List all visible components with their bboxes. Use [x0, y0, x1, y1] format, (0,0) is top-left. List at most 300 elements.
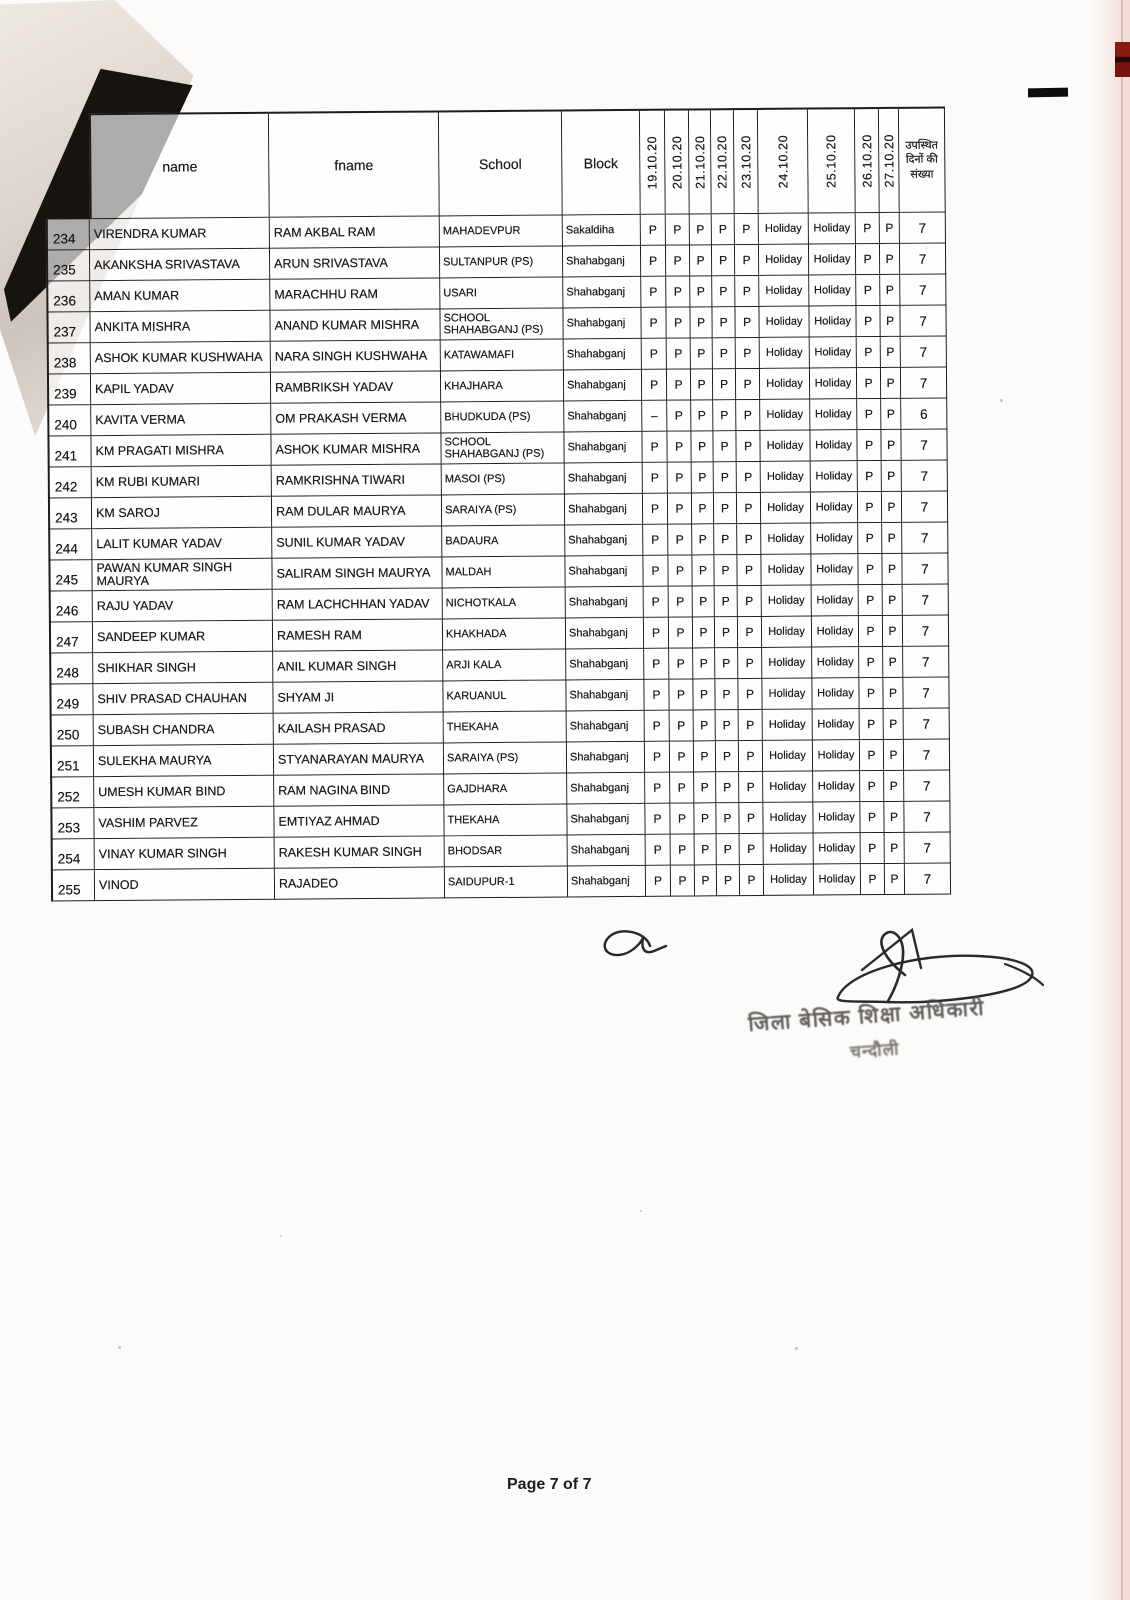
cell-fname: ANIL KUMAR SINGH	[273, 650, 443, 682]
cell-name: KM SAROJ	[92, 497, 272, 529]
cell-attendance-holiday: Holiday	[759, 214, 809, 245]
cell-attendance: P	[713, 431, 736, 462]
cell-row-number: 247	[49, 622, 93, 653]
cell-attendance: P	[666, 307, 690, 338]
cell-row-number: 245	[48, 560, 92, 591]
cell-attendance: P	[858, 461, 882, 492]
cell-school: MASOI (PS)	[442, 463, 565, 495]
cell-fname: RAKESH KUMAR SINGH	[275, 836, 445, 868]
cell-row-number: 239	[47, 374, 91, 405]
scan-speck	[795, 1347, 798, 1350]
cell-attendance: P	[667, 431, 691, 462]
cell-days-total: 7	[904, 739, 950, 770]
signature-tail	[1005, 964, 1043, 985]
cell-attendance: P	[645, 711, 670, 742]
cell-attendance-holiday: Holiday	[764, 865, 814, 896]
cell-attendance: P	[735, 245, 759, 276]
cell-attendance: P	[857, 368, 881, 399]
scan-speck	[1000, 399, 1003, 402]
cell-attendance: P	[713, 338, 736, 369]
cell-attendance: P	[645, 804, 670, 835]
stamp-place: चन्दौली	[849, 1039, 901, 1062]
cell-attendance: P	[884, 771, 904, 802]
cell-block: Shahabganj	[565, 463, 643, 495]
cell-fname: RAMBRIKSH YADAV	[271, 371, 441, 403]
cell-name: KM RUBI KUMARI	[92, 466, 272, 498]
header-date	[689, 108, 712, 214]
cell-attendance: P	[694, 803, 716, 834]
cell-fname: ASHOK KUMAR MISHRA	[271, 433, 441, 465]
cell-attendance: P	[860, 740, 884, 771]
cell-days-total: 7	[904, 801, 950, 832]
cell-attendance: P	[856, 213, 880, 244]
cell-row-number: 237	[46, 312, 90, 343]
date-label: 26.10.20	[859, 133, 875, 188]
cell-attendance: P	[716, 772, 739, 803]
cell-school: ARJI KALA	[443, 649, 566, 681]
cell-school: SAIDUPUR-1	[445, 866, 568, 898]
cell-block: Shahabganj	[567, 711, 645, 743]
cell-name: ASHOK KUMAR KUSHWAHA	[91, 342, 271, 374]
cell-attendance: P	[715, 679, 738, 710]
cell-row-number: 253	[50, 808, 94, 839]
cell-attendance: P	[641, 246, 666, 277]
cell-block: Shahabganj	[564, 432, 642, 464]
cell-attendance: P	[882, 523, 902, 554]
cell-school: USARI	[440, 277, 563, 309]
header-school: School	[439, 109, 563, 216]
cell-block: Shahabganj	[563, 277, 641, 309]
cell-row-number: 249	[49, 684, 93, 715]
cell-school: SARAIYA (PS)	[444, 742, 567, 774]
cell-name: SANDEEP KUMAR	[93, 621, 273, 653]
date-label: 24.10.20	[775, 134, 791, 189]
cell-attendance: P	[642, 432, 667, 463]
cell-block: Shahabganj	[565, 556, 643, 588]
cell-attendance-holiday: Holiday	[810, 337, 857, 368]
cell-row-number: 250	[50, 715, 94, 746]
cell-block: Shahabganj	[568, 835, 646, 867]
header-name: name	[89, 112, 270, 219]
cell-attendance: P	[644, 618, 669, 649]
cell-attendance: P	[737, 555, 761, 586]
cell-attendance-holiday: Holiday	[763, 741, 813, 772]
cell-days-total: 7	[901, 336, 947, 367]
cell-days-total: 7	[903, 584, 949, 615]
cell-attendance-holiday: Holiday	[812, 647, 859, 678]
cell-attendance: P	[880, 275, 900, 306]
cell-fname: NARA SINGH KUSHWAHA	[271, 340, 441, 372]
cell-attendance: P	[693, 648, 715, 679]
cell-attendance: P	[667, 338, 691, 369]
cell-attendance: P	[694, 741, 716, 772]
cell-row-number: 246	[49, 591, 93, 622]
cell-attendance: P	[858, 523, 882, 554]
cell-attendance: P	[694, 772, 716, 803]
cell-school: KARUANUL	[443, 680, 566, 712]
cell-attendance: P	[858, 492, 882, 523]
cell-attendance: P	[669, 617, 693, 648]
cell-name: ANKITA MISHRA	[90, 311, 270, 343]
cell-row-number: 252	[50, 777, 94, 808]
cell-attendance: P	[691, 431, 713, 462]
cell-attendance-holiday: Holiday	[813, 709, 860, 740]
cell-attendance-holiday: Holiday	[762, 679, 812, 710]
cell-attendance: P	[740, 834, 764, 865]
cell-row-number: 242	[48, 467, 92, 498]
cell-attendance: P	[667, 400, 691, 431]
cell-school: BHUDKUDA (PS)	[441, 401, 564, 433]
cell-days-total: 7	[904, 708, 950, 739]
cell-name: SHIV PRASAD CHAUHAN	[93, 683, 273, 715]
header-date	[758, 108, 809, 214]
cell-attendance: P	[714, 555, 737, 586]
cell-attendance: P	[860, 802, 884, 833]
cell-attendance: P	[860, 709, 884, 740]
handwritten-initial-mark	[605, 931, 666, 955]
header-days-present: उपस्थित दिनों की संख्या	[899, 106, 946, 212]
cell-attendance-holiday: Holiday	[812, 585, 859, 616]
cell-attendance: P	[857, 337, 881, 368]
cell-attendance: P	[669, 679, 693, 710]
cell-row-number: 251	[50, 746, 94, 777]
cell-fname: SUNIL KUMAR YADAV	[272, 526, 442, 558]
cell-name: KAPIL YADAV	[91, 373, 271, 405]
cell-attendance: P	[693, 679, 715, 710]
cell-row-number: 238	[47, 343, 91, 374]
scan-speck	[118, 1346, 121, 1349]
cell-attendance-holiday: Holiday	[813, 802, 860, 833]
cell-attendance: P	[738, 679, 762, 710]
cell-attendance: P	[670, 741, 694, 772]
cell-days-total: 7	[902, 522, 948, 553]
cell-attendance-holiday: Holiday	[814, 833, 861, 864]
cell-attendance: P	[859, 678, 883, 709]
cell-row-number: 243	[48, 498, 92, 529]
cell-days-total: 7	[900, 274, 946, 305]
cell-row-number: 234	[46, 219, 90, 250]
cell-block: Shahabganj	[567, 804, 645, 836]
cell-attendance: P	[691, 369, 713, 400]
cell-fname: MARACHHU RAM	[270, 278, 440, 310]
cell-attendance: P	[859, 616, 883, 647]
cell-name: VIRENDRA KUMAR	[90, 218, 270, 250]
cell-attendance: P	[736, 431, 760, 462]
cell-attendance: P	[693, 617, 715, 648]
cell-attendance: P	[641, 308, 666, 339]
cell-attendance-holiday: Holiday	[811, 554, 858, 585]
cell-fname: OM PRAKASH VERMA	[271, 402, 441, 434]
cell-attendance: P	[856, 275, 880, 306]
cell-attendance-holiday: Holiday	[814, 864, 861, 895]
cell-attendance: P	[714, 524, 737, 555]
cell-attendance-holiday: Holiday	[813, 740, 860, 771]
cell-attendance: P	[667, 369, 691, 400]
cell-attendance: P	[880, 306, 900, 337]
cell-school: SULTANPUR (PS)	[440, 246, 563, 278]
cell-attendance: P	[739, 772, 763, 803]
cell-days-total: 7	[903, 646, 949, 677]
cell-fname: RAMKRISHNA TIWARI	[272, 464, 442, 496]
cell-attendance: P	[882, 492, 902, 523]
cell-attendance: P	[691, 338, 713, 369]
cell-attendance: P	[712, 307, 735, 338]
cell-attendance: P	[859, 585, 883, 616]
cell-attendance: P	[736, 338, 760, 369]
cell-fname: KAILASH PRASAD	[274, 712, 444, 744]
cell-attendance: P	[668, 555, 692, 586]
cell-row-number: 248	[49, 653, 93, 684]
signature-stroke	[881, 932, 905, 1001]
cell-attendance: P	[738, 648, 762, 679]
cell-attendance: P	[641, 277, 666, 308]
page-number: Page 7 of 7	[507, 1476, 592, 1493]
header-date	[640, 109, 666, 215]
cell-name: AMAN KUMAR	[90, 280, 270, 312]
cell-school: MALDAH	[442, 556, 565, 588]
scan-black-bar	[1028, 88, 1068, 98]
header-date	[734, 108, 759, 214]
cell-attendance: P	[735, 214, 759, 245]
cell-attendance: P	[691, 400, 713, 431]
cell-fname: RAM LACHCHHAN YADAV	[273, 588, 443, 620]
cell-attendance: P	[643, 556, 668, 587]
cell-name: KM PRAGATI MISHRA	[91, 435, 271, 467]
cell-block: Shahabganj	[564, 370, 642, 402]
cell-days-total: 7	[900, 212, 946, 243]
header-row-number	[45, 113, 90, 219]
cell-name: VASHIM PARVEZ	[94, 807, 274, 839]
cell-school: NICHOTKALA	[443, 587, 566, 619]
cell-block: Shahabganj	[567, 742, 645, 774]
cell-attendance-holiday: Holiday	[760, 369, 810, 400]
cell-attendance: P	[666, 245, 690, 276]
cell-school: SCHOOL SHAHABGANJ (PS)	[441, 432, 564, 464]
cell-attendance: P	[713, 400, 736, 431]
date-label: 21.10.20	[692, 135, 708, 189]
cell-days-total: 7	[905, 832, 951, 863]
cell-attendance-holiday: Holiday	[809, 275, 856, 306]
cell-attendance-holiday: Holiday	[810, 430, 857, 461]
cell-attendance: P	[669, 586, 693, 617]
cell-attendance: P	[715, 648, 738, 679]
cell-attendance: P	[670, 710, 694, 741]
cell-days-total: 7	[902, 460, 948, 491]
cell-attendance: P	[643, 494, 668, 525]
cell-attendance: P	[692, 493, 714, 524]
cell-attendance: P	[880, 244, 900, 275]
cell-attendance-holiday: Holiday	[759, 245, 809, 276]
cell-block: Shahabganj	[566, 587, 644, 619]
cell-attendance-holiday: Holiday	[761, 462, 811, 493]
cell-attendance-holiday: Holiday	[812, 616, 859, 647]
cell-attendance: P	[716, 803, 739, 834]
cell-attendance: P	[690, 245, 712, 276]
cell-name: KAVITA VERMA	[91, 404, 271, 436]
cell-name: LALIT KUMAR YADAV	[92, 528, 272, 560]
cell-attendance: P	[643, 525, 668, 556]
cell-attendance: P	[646, 866, 671, 897]
cell-attendance: P	[883, 616, 903, 647]
cell-fname: RAM AKBAL RAM	[270, 216, 440, 248]
cell-attendance: P	[738, 617, 762, 648]
cell-attendance: P	[883, 647, 903, 678]
cell-fname: STYANARAYAN MAURYA	[274, 743, 444, 775]
cell-attendance: P	[642, 339, 667, 370]
cell-attendance: P	[739, 741, 763, 772]
scan-speck	[640, 1210, 642, 1212]
cell-attendance: P	[858, 554, 882, 585]
cell-days-total: 7	[901, 429, 947, 460]
cell-school: THEKAHA	[444, 804, 567, 836]
cell-attendance: P	[666, 214, 690, 245]
cell-attendance: P	[880, 213, 900, 244]
cell-attendance: P	[739, 710, 763, 741]
cell-attendance: P	[714, 493, 737, 524]
cell-attendance: P	[716, 741, 739, 772]
cell-days-total: 6	[901, 398, 947, 429]
cell-attendance: P	[736, 400, 760, 431]
cell-attendance-holiday: Holiday	[761, 493, 811, 524]
cell-attendance: P	[646, 835, 671, 866]
cell-attendance: P	[885, 833, 905, 864]
cell-school: BADAURA	[442, 525, 565, 557]
header-fname: fname	[269, 110, 440, 217]
cell-fname: RAMESH RAM	[273, 619, 443, 651]
scan-speck	[280, 1235, 282, 1237]
cell-days-total: 7	[902, 553, 948, 584]
cell-block: Shahabganj	[566, 618, 644, 650]
cell-attendance: P	[690, 307, 712, 338]
cell-attendance-holiday: Holiday	[810, 399, 857, 430]
cell-attendance-holiday: Holiday	[760, 431, 810, 462]
cell-attendance: P	[671, 865, 695, 896]
cell-attendance: P	[861, 864, 885, 895]
cell-school: KHAJHARA	[441, 370, 564, 402]
cell-days-total: 7	[902, 491, 948, 522]
cell-block: Shahabganj	[565, 525, 643, 557]
cell-block: Shahabganj	[564, 401, 642, 433]
cell-name: SUBASH CHANDRA	[94, 714, 274, 746]
cell-attendance: P	[695, 834, 717, 865]
cell-attendance-holiday: Holiday	[763, 772, 813, 803]
cell-block: Shahabganj	[564, 339, 642, 371]
cell-name: VINAY KUMAR SINGH	[95, 838, 275, 870]
cell-attendance: P	[690, 276, 712, 307]
cell-block: Shahabganj	[566, 680, 644, 712]
cell-attendance: P	[670, 772, 694, 803]
cell-attendance: –	[642, 401, 667, 432]
cell-attendance: P	[671, 834, 695, 865]
date-label: 20.10.20	[669, 135, 685, 189]
cell-attendance-holiday: Holiday	[811, 461, 858, 492]
cell-attendance: P	[645, 742, 670, 773]
cell-attendance-holiday: Holiday	[809, 244, 856, 275]
cell-attendance: P	[861, 833, 885, 864]
attendance-table	[45, 106, 953, 901]
cell-fname: EMTIYAZ AHMAD	[274, 805, 444, 837]
cell-row-number: 235	[46, 250, 90, 281]
cell-attendance: P	[695, 865, 717, 896]
signature-stroke	[862, 930, 921, 970]
cell-attendance: P	[883, 678, 903, 709]
cell-row-number: 255	[51, 870, 95, 901]
cell-fname: ANAND KUMAR MISHRA	[270, 309, 440, 341]
cell-attendance: P	[859, 647, 883, 678]
cell-attendance-holiday: Holiday	[811, 492, 858, 523]
cell-attendance: P	[883, 585, 903, 616]
cell-block: Shahabganj	[563, 246, 641, 278]
cell-fname: RAJADEO	[275, 867, 445, 899]
cell-attendance-holiday: Holiday	[761, 555, 811, 586]
date-label: 19.10.20	[645, 135, 660, 190]
cell-attendance: P	[856, 306, 880, 337]
cell-days-total: 7	[900, 305, 946, 336]
cell-attendance: P	[881, 368, 901, 399]
cell-attendance: P	[643, 463, 668, 494]
cell-fname: SHYAM JI	[273, 681, 443, 713]
signature-loop	[838, 956, 1033, 1003]
cell-attendance: P	[860, 771, 884, 802]
cell-attendance: P	[857, 430, 881, 461]
cell-attendance-holiday: Holiday	[761, 524, 811, 555]
date-label: 22.10.20	[715, 134, 730, 189]
cell-attendance: P	[712, 245, 735, 276]
cell-school: KATAWAMAFI	[441, 339, 564, 371]
cell-attendance: P	[740, 865, 764, 896]
cell-days-total: 7	[904, 770, 950, 801]
header-block: Block	[562, 109, 641, 216]
cell-school: SCHOOL SHAHABGANJ (PS)	[440, 308, 563, 340]
cell-attendance: P	[739, 803, 763, 834]
cell-attendance: P	[692, 524, 714, 555]
cell-attendance-holiday: Holiday	[811, 523, 858, 554]
cell-row-number: 241	[47, 436, 91, 467]
cell-attendance: P	[690, 214, 712, 245]
cell-attendance-holiday: Holiday	[759, 307, 809, 338]
header-date	[808, 107, 856, 213]
cell-attendance: P	[644, 649, 669, 680]
cell-attendance: P	[881, 399, 901, 430]
cell-attendance-holiday: Holiday	[762, 586, 812, 617]
cell-days-total: 7	[901, 367, 947, 398]
cell-attendance: P	[693, 586, 715, 617]
cell-attendance: P	[694, 710, 716, 741]
cell-name: SHIKHAR SINGH	[93, 652, 273, 684]
cell-attendance-holiday: Holiday	[809, 306, 856, 337]
cell-attendance-holiday: Holiday	[813, 771, 860, 802]
cell-attendance: P	[712, 214, 735, 245]
cell-row-number: 240	[47, 405, 91, 436]
cell-attendance-holiday: Holiday	[760, 338, 810, 369]
cell-attendance: P	[857, 399, 881, 430]
cell-attendance: P	[856, 244, 880, 275]
cell-attendance: P	[714, 462, 737, 493]
cell-attendance: P	[735, 307, 759, 338]
header-date	[879, 107, 900, 213]
cell-block: Sakaldiha	[563, 215, 641, 247]
cell-attendance: P	[712, 276, 735, 307]
cell-row-number: 236	[46, 281, 90, 312]
paper-edge-line	[1121, 0, 1123, 1600]
cell-attendance: P	[644, 587, 669, 618]
cell-attendance: P	[884, 740, 904, 771]
cell-row-number: 254	[51, 839, 95, 870]
cell-attendance: P	[666, 276, 690, 307]
cell-attendance: P	[735, 276, 759, 307]
cell-school: MAHADEVPUR	[440, 215, 563, 247]
cell-attendance: P	[737, 524, 761, 555]
